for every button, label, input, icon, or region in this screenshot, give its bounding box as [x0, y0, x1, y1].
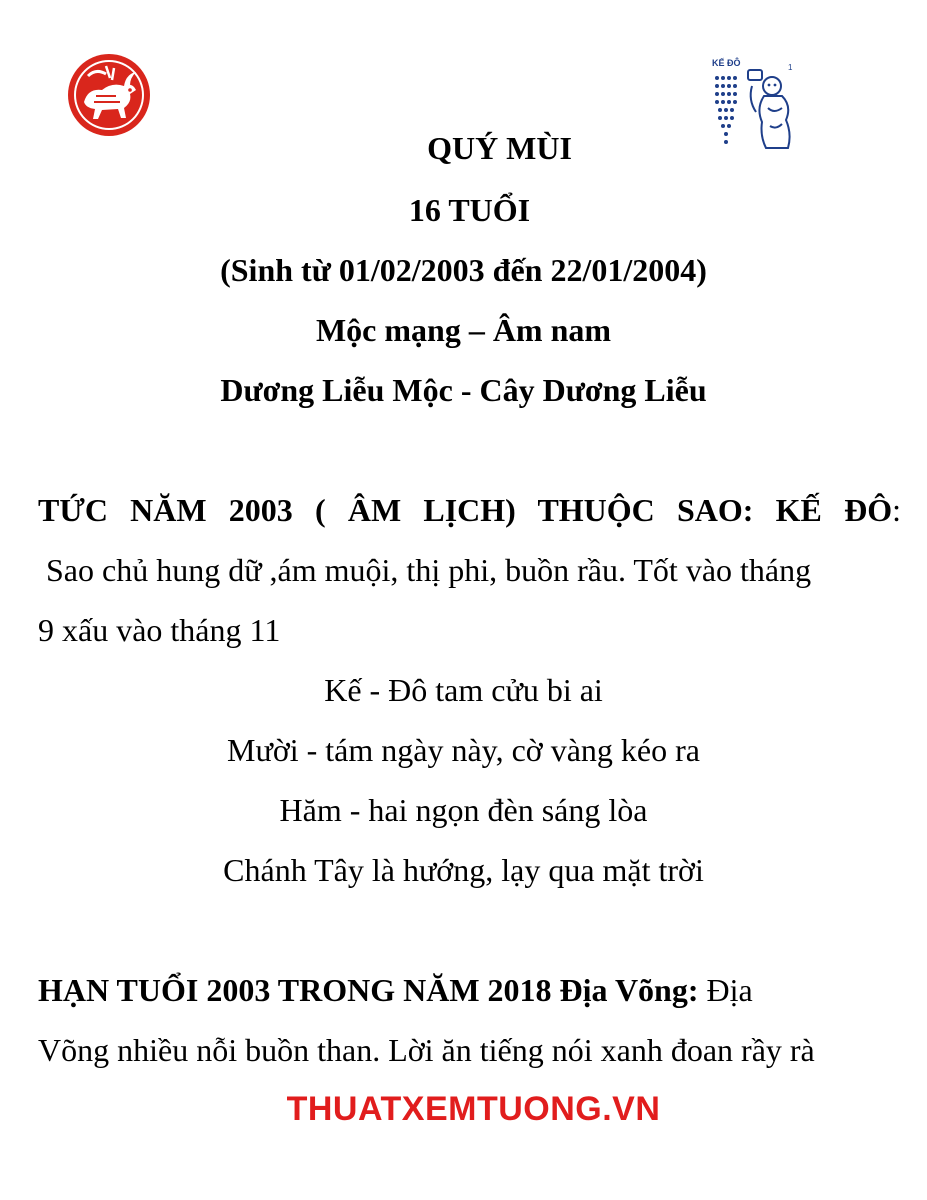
kedo-index: 1 — [788, 63, 793, 72]
kedo-label: KẾ ĐÔ — [712, 58, 741, 68]
han-description-line2: Võng nhiều nỗi buồn than. Lời ăn tiếng nói xanh đoan rầy rà — [38, 1032, 815, 1068]
title-name: QUÝ MÙI — [427, 130, 572, 166]
han-heading-text: HẠN TUỔI 2003 TRONG NĂM 2018 Địa Võng: — [38, 972, 699, 1008]
poem-line: Hăm - hai ngọn đèn sáng lòa — [279, 792, 648, 828]
poem-line: Chánh Tây là hướng, lạy qua mặt trời — [223, 852, 704, 888]
star-heading-suffix: : — [892, 492, 901, 528]
star-description-line2: 9 xấu vào tháng 11 — [38, 612, 281, 648]
star-heading — [38, 492, 901, 529]
title-age: 16 TUỔI — [408, 192, 531, 228]
birth-range: (Sinh từ 01/02/2003 đến 22/01/2004) — [220, 252, 707, 288]
poem-line: Mười - tám ngày này, cờ vàng kéo ra — [227, 732, 700, 768]
element-line: Mộc mạng – Âm nam — [315, 312, 612, 348]
han-heading — [38, 972, 753, 1009]
goat-zodiac-seal-icon — [66, 52, 152, 138]
element-detail: Dương Liễu Mộc - Cây Dương Liễu — [220, 372, 707, 408]
han-line1-suffix: Địa — [698, 972, 753, 1008]
star-heading-text: TỨC NĂM 2003 ( ÂM LỊCH) THUỘC SAO: KẾ ĐÔ — [38, 492, 893, 528]
site-watermark-link[interactable]: THUATXEMTUONG.VN — [286, 1090, 661, 1128]
poem-line: Kế - Đô tam cửu bi ai — [324, 672, 603, 708]
star-description-line1: Sao chủ hung dữ ,ám muội, thị phi, buồn rầu. Tốt vào tháng — [38, 552, 812, 588]
